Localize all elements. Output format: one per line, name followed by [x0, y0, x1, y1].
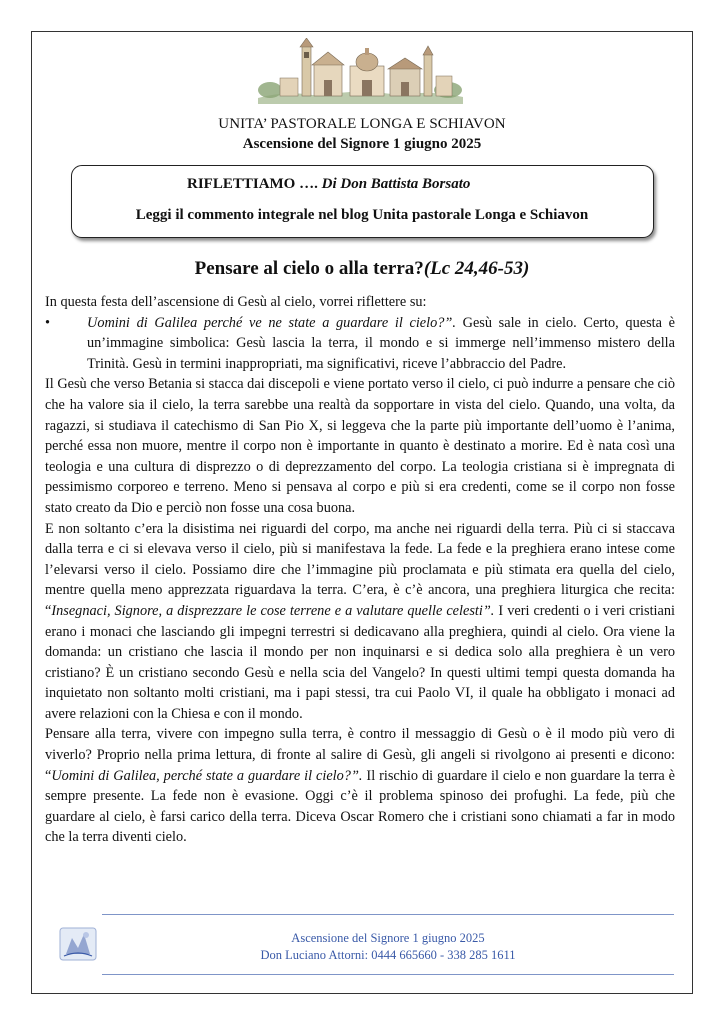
reflection-heading [187, 176, 470, 193]
parish-name: UNITA’ PASTORALE LONGA E SCHIAVON [218, 116, 506, 132]
angels-quote: Uomini di Galilea, perché state a guardare il cielo?”. [51, 767, 363, 784]
reflection-author: Di Don Battista Borsato [321, 176, 471, 192]
bullet-rest: Gesù sale in cielo. Certo, questa è un’immagine simbolica: Gesù lascia la terra, il mondo e si immerge nell’immenso mistero della Trinità. Gesù in termini inappropriati, ma significativi, riceve l’abbraccio del Padre. [87, 314, 675, 372]
parish-logo-icon [58, 924, 98, 964]
paragraph-3-start: E non soltanto c’era la disistima nei riguardi del corpo, ma anche nei riguardi della terra. Più ci si staccava dalla terra e ci si elevava verso il cielo, più si manifestava la fede. La fede e la preghiera erano intese come l’elevarsi verso il cielo. Possiamo dire che l’immagine più proclamata e più stimata era quella del cielo, mentre quella meno apprezzata riguardava la terra. C’era, è c’è ancora, una preghiera liturgica che recita: “ [45, 520, 675, 619]
blog-link-text: Leggi il commento integrale nel blog Unita pastorale Longa e Schiavon [135, 207, 589, 223]
bullet-quote: Uomini di Galilea perché ve ne state a guardare il cielo?”. [87, 314, 456, 331]
footer-contact: Don Luciano Attorni: 0444 665660 - 338 285 1611 [260, 948, 516, 962]
scripture-reference: (Lc 24,46-53) [423, 258, 530, 279]
bullet-content [87, 313, 675, 375]
reflection-label: RIFLETTIAMO …. [187, 176, 318, 192]
footer-divider-bottom [102, 974, 674, 975]
footer-occasion: Ascensione del Signore 1 giugno 2025 [291, 931, 485, 945]
article-title-text: Pensare al cielo o alla terra? [194, 258, 424, 279]
paragraph-2: Il Gesù che verso Betania si stacca dai discepoli e viene portato verso il cielo, ci può indurre a pensare che ciò che ha valore sia il cielo, la terra sarebbe una realtà da sopportare in vista del cielo. Quando, una volta, da ragazzi, si studiava il catechismo di San Pio X, si leggeva che la parte più importante dell’uomo è l’anima, perché essa non muore, mentre il corpo non è importante in quanto è destinato a morire. Ed è nata così una teologia e una cultura di disprezzo o di deprezzamento del corpo. La teologia cristiana si è impregnata di pessimismo corporeo e terreno. Meno si pensava al corpo e più si era credenti, come se il corpo non fosse stato creato da Dio e perciò non fosse una cosa buona. [45, 376, 675, 516]
paragraph-4-start: Pensare alla terra, vivere con impegno sulla terra, è contro il messaggio di Gesù o è il modo più vero di viverlo? Proprio nella prima lettura, di fronte al salire di Gesù, gli angeli si rivolgono ai presenti e dicono: “ [45, 726, 675, 784]
bullet-paragraph [45, 313, 675, 375]
article-body [45, 292, 675, 848]
intro-paragraph: In questa festa dell’ascensione di Gesù al cielo, vorrei riflettere su: [45, 294, 427, 310]
town-illustration-icon [258, 38, 463, 104]
footer-divider-top [102, 914, 674, 915]
paragraph-3-end: I veri credenti o i veri cristiani erano i monaci che lasciando gli impegni terrestri si dedicavano alla preghiera, quindi al cielo. Ora viene la domanda: un cristiano che lascia il mondo per non inquinarsi e si dedica solo alla preghiera è un vero cristiano? È un cristiano secondo Gesù e nella scia del Vangelo? In questi ultimi tempi questa domanda ha inquietato non soltanto molti cristiani, ma i papi stessi, tra cui Paolo VI, il quale ha obbligato i monaci ad avere relazioni con la Chiesa e con il mondo. [45, 602, 675, 722]
paragraph-3 [45, 519, 675, 725]
bullet-icon: • [45, 314, 51, 331]
paragraph-4-end: Il rischio di guardare il cielo e non guardare la terra è sempre presente. La fede non è evasione. Oggi c’è il problema spinoso dei profughi. La fede, più che guardare al cielo, è farsi carico della terra. Diceva Oscar Romero che i cristiani sono chiamati a far in modo che la terra diventi cielo. [45, 767, 675, 846]
paragraph-4 [45, 724, 675, 848]
liturgical-prayer-quote: Insegnaci, Signore, a disprezzare le cose terrene e a valutare quelle celesti”. [51, 602, 495, 619]
article-title [0, 258, 724, 280]
occasion-subtitle: Ascensione del Signore 1 giugno 2025 [242, 136, 482, 152]
